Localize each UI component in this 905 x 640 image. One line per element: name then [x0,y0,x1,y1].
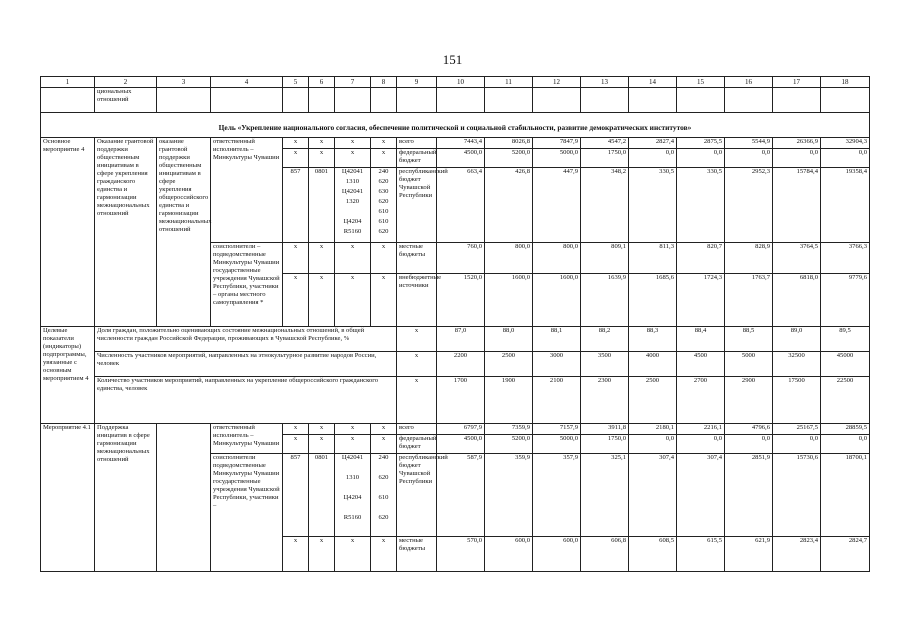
amount-value: 0,0 [677,149,725,168]
indicator-value: 17500 [773,377,821,424]
indicator-value: 4000 [629,352,677,377]
section-code: 0801 [309,454,335,537]
grbs-code: 857 [283,454,309,537]
amount-value: 2851,9 [725,454,773,537]
cell-line: 630 [378,188,389,195]
column-number: 4 [211,77,283,88]
indicators-title: Целевые показатели (индикаторы) подпрограммы, увязанные с основным мероприятием 4 [41,327,95,424]
cell-line: 620 [378,228,389,235]
column-number: 5 [283,77,309,88]
indicator-value: 3500 [581,352,629,377]
amount-value: 7847,9 [533,138,581,149]
amount-value: 0,0 [773,149,821,168]
amount-value: 3911,8 [581,424,629,435]
table-cell: циональных отношений [95,88,157,113]
table-cell [371,88,397,113]
amount-value: 426,8 [485,168,533,243]
grbs-code: x [283,149,309,168]
table-cell [677,88,725,113]
section-code: x [309,274,335,327]
funding-source: федеральный бюджет [397,149,437,168]
amount-value: 1600,0 [485,274,533,327]
table-cell [581,88,629,113]
amount-value: 4500,0 [437,435,485,454]
grbs-code: x [283,424,309,435]
amount-value: 600,0 [533,537,581,572]
cell-line [337,208,368,218]
cell-line: 610 [378,218,389,225]
amount-value: 2216,1 [677,424,725,435]
amount-value: 587,9 [437,454,485,537]
expense-type-code: x [371,435,397,454]
expense-type-code: x [371,274,397,327]
section-code: x [309,138,335,149]
indicator-value: 5000 [725,352,773,377]
table-cell [437,88,485,113]
target-article-code [335,168,371,243]
cell-line: 240 [378,168,389,175]
table-cell [157,88,211,113]
column-number: 1 [41,77,95,88]
indicator-value: 89,5 [821,327,870,352]
target-article-code: x [335,243,371,274]
amount-value: 307,4 [677,454,725,537]
amount-value: 25167,5 [773,424,821,435]
cell-line: 620 [378,474,389,481]
section-code: x [309,435,335,454]
indicator-value: 2500 [629,377,677,424]
indicator-value: 88,1 [533,327,581,352]
target-article-code: x [335,149,371,168]
cell-line: Ц42041 [341,454,364,461]
indicator-value: 32500 [773,352,821,377]
table-cell [397,88,437,113]
indicator-value: 88,3 [629,327,677,352]
column-number: 6 [309,77,335,88]
cell-line: 610 [378,494,389,501]
indicator-text: Численность участников мероприятий, направленных на этнокультурное развитие народов России, человек [95,352,397,377]
amount-value: 2823,4 [773,537,821,572]
amount-value: 5000,0 [533,435,581,454]
measure4-task: оказание грантовой поддержки общественным инициативам в сфере укрепления общероссийского единства и гармонизации межнациональных отношений [157,138,211,327]
measure4-executor: ответственный исполнитель – Минкультуры Чувашии [211,138,283,243]
cell-line: 620 [378,178,389,185]
amount-value: 800,0 [485,243,533,274]
grbs-code: x [283,138,309,149]
column-number: 17 [773,77,821,88]
amount-value: 828,9 [725,243,773,274]
indicator-value: 1900 [485,377,533,424]
funding-source: республиканский бюджет Чувашской Республики [397,454,437,537]
goal-row [41,113,870,138]
target-article-code: x [335,537,371,572]
measure41-title: Мероприятие 4.1 [41,424,95,572]
amount-value: 28859,5 [821,424,870,435]
amount-value: 0,0 [725,149,773,168]
cell-line: Ц42041 [341,168,364,175]
cell-line: 620 [378,198,389,205]
indicator-x: x [397,327,437,352]
table-cell [533,88,581,113]
amount-value: 348,2 [581,168,629,243]
amount-value: 3766,3 [821,243,870,274]
indicator-value: 88,4 [677,327,725,352]
funding-source: республиканский бюджет Чувашской Республики [397,168,437,243]
table-cell [309,88,335,113]
amount-value: 18700,1 [821,454,870,537]
table-cell [821,88,870,113]
amount-value: 1724,3 [677,274,725,327]
amount-value: 5544,9 [725,138,773,149]
amount-value: 330,5 [629,168,677,243]
indicator-value: 88,0 [485,327,533,352]
table-cell [335,88,371,113]
section-code: x [309,537,335,572]
amount-value: 4547,2 [581,138,629,149]
amount-value: 6797,9 [437,424,485,435]
amount-value: 359,9 [485,454,533,537]
cell-line: 610 [378,208,389,215]
cell-line: Ц4204 [343,494,362,501]
grbs-code: x [283,435,309,454]
measure4-description: Оказание грантовой поддержки общественным инициативам в сфере укрепления гражданского единства и гармонизации межнациональных отношений [95,138,157,327]
funding-source: всего [397,424,437,435]
expense-type-code: x [371,138,397,149]
amount-value: 307,4 [629,454,677,537]
column-number: 7 [335,77,371,88]
page-number: 151 [442,52,463,67]
measure41-description: Поддержка инициатив в сфере гармонизации межнациональных отношений [95,424,157,572]
amount-value: 0,0 [821,435,870,454]
table-cell [41,88,95,113]
column-number: 3 [157,77,211,88]
measure41-co-executors: соисполнители подведомственные Минкультуры Чувашии государственные учреждения Чувашской Республики, участники – [211,454,283,572]
measure41-row [41,424,870,435]
target-article-code [335,454,371,537]
amount-value: 357,9 [533,454,581,537]
amount-value: 447,9 [533,168,581,243]
target-article-code: x [335,435,371,454]
expense-type-code [371,454,397,537]
amount-value: 4796,6 [725,424,773,435]
amount-value: 2875,5 [677,138,725,149]
indicator-value: 3000 [533,352,581,377]
indicator-value: 4500 [677,352,725,377]
amount-value: 1600,0 [533,274,581,327]
funding-source: местные бюджеты [397,243,437,274]
cell-line: 1310 [345,178,360,185]
amount-value: 15784,4 [773,168,821,243]
funding-source: местные бюджеты [397,537,437,572]
amount-value: 606,8 [581,537,629,572]
measure4-title: Основное мероприятие 4 [41,138,95,327]
amount-value: 0,0 [629,435,677,454]
budget-table [40,76,870,572]
column-number: 14 [629,77,677,88]
amount-value: 325,1 [581,454,629,537]
goal-heading: Цель «Укрепление национального согласия, обеспечение политической и социальной стабильности, развитие демократических институтов» [41,113,870,138]
indicator-x: x [397,377,437,424]
indicator-value: 89,0 [773,327,821,352]
column-number: 18 [821,77,870,88]
amount-value: 1763,7 [725,274,773,327]
indicator-value: 2500 [485,352,533,377]
column-number: 16 [725,77,773,88]
cell-line: 1310 [345,474,360,481]
indicator-value: 2200 [437,352,485,377]
column-number: 10 [437,77,485,88]
indicator-value: 2100 [533,377,581,424]
indicator-x: x [397,352,437,377]
grbs-code: x [283,537,309,572]
section-code: x [309,243,335,274]
indicator-row [41,327,870,352]
expense-type-code: x [371,537,397,572]
table-cell [725,88,773,113]
indicator-text: Количество участников мероприятий, направленных на укрепление общероссийского гражданского единства, человек [95,377,397,424]
amount-value: 809,1 [581,243,629,274]
amount-value: 621,9 [725,537,773,572]
amount-value: 7443,4 [437,138,485,149]
measure4-row [41,138,870,149]
amount-value: 600,0 [485,537,533,572]
amount-value: 0,0 [773,435,821,454]
indicator-value: 88,5 [725,327,773,352]
amount-value: 811,3 [629,243,677,274]
amount-value: 4500,0 [437,149,485,168]
section-code: x [309,149,335,168]
table-cell [629,88,677,113]
table-cell [211,88,283,113]
amount-value: 800,0 [533,243,581,274]
amount-value: 1639,9 [581,274,629,327]
indicator-value: 2900 [725,377,773,424]
budget-table-container [40,76,867,572]
funding-source: внебюджетные источники [397,274,437,327]
amount-value: 2180,1 [629,424,677,435]
amount-value: 5200,0 [485,435,533,454]
amount-value: 9779,6 [821,274,870,327]
expense-type-code: x [371,149,397,168]
target-article-code: x [335,274,371,327]
table-cell [773,88,821,113]
amount-value: 7157,9 [533,424,581,435]
column-number: 9 [397,77,437,88]
indicator-row [41,352,870,377]
amount-value: 5000,0 [533,149,581,168]
column-number: 15 [677,77,725,88]
amount-value: 15730,6 [773,454,821,537]
grbs-code: 857 [283,168,309,243]
cell-line: Ц4204 [343,218,362,225]
amount-value: 5200,0 [485,149,533,168]
amount-value: 1520,0 [437,274,485,327]
column-number: 2 [95,77,157,88]
table-cell [283,88,309,113]
continuation-row [41,88,870,113]
indicator-row [41,377,870,424]
amount-value: 0,0 [629,149,677,168]
indicator-text: Доля граждан, положительно оценивающих состояние межнациональных отношений, в общей численности граждан Российской Федерации, проживающих в Чувашской Республике, % [95,327,397,352]
amount-value: 0,0 [677,435,725,454]
column-number: 8 [371,77,397,88]
amount-value: 6818,0 [773,274,821,327]
indicator-value: 22500 [821,377,870,424]
amount-value: 1750,0 [581,435,629,454]
expense-type-code [371,168,397,243]
grbs-code: x [283,243,309,274]
table-cell [485,88,533,113]
expense-type-code: x [371,243,397,274]
column-number: 11 [485,77,533,88]
funding-source: федеральный бюджет [397,435,437,454]
column-number: 12 [533,77,581,88]
amount-value: 7359,9 [485,424,533,435]
measure41-task [157,424,211,572]
cell-line: 620 [378,514,389,521]
indicator-value: 2300 [581,377,629,424]
indicator-value: 88,2 [581,327,629,352]
target-article-code: x [335,424,371,435]
indicator-value: 2700 [677,377,725,424]
indicator-value: 45000 [821,352,870,377]
amount-value: 3764,5 [773,243,821,274]
amount-value: 570,0 [437,537,485,572]
amount-value: 26366,9 [773,138,821,149]
cell-line: Ц42041 [341,188,364,195]
amount-value: 615,5 [677,537,725,572]
cell-line: 240 [378,454,389,461]
cell-line: R5160 [343,514,362,521]
cell-line: R5160 [343,228,362,235]
amount-value: 2952,3 [725,168,773,243]
amount-value: 0,0 [821,149,870,168]
amount-value: 2824,7 [821,537,870,572]
amount-value: 0,0 [725,435,773,454]
expense-type-code: x [371,424,397,435]
column-number: 13 [581,77,629,88]
amount-value: 19358,4 [821,168,870,243]
cell-line: 1320 [345,198,360,205]
indicator-value: 87,0 [437,327,485,352]
amount-value: 1750,0 [581,149,629,168]
grbs-code: x [283,274,309,327]
target-article-code: x [335,138,371,149]
header-row [41,77,870,88]
amount-value: 760,0 [437,243,485,274]
amount-value: 2827,4 [629,138,677,149]
amount-value: 8026,8 [485,138,533,149]
amount-value: 32904,3 [821,138,870,149]
measure41-executor: ответственный исполнитель – Минкультуры Чувашии [211,424,283,454]
amount-value: 1685,6 [629,274,677,327]
amount-value: 330,5 [677,168,725,243]
amount-value: 820,7 [677,243,725,274]
section-code: x [309,424,335,435]
funding-source: всего [397,138,437,149]
amount-value: 663,4 [437,168,485,243]
amount-value: 608,5 [629,537,677,572]
indicator-value: 1700 [437,377,485,424]
measure4-co-executors: соисполнители – подведомственные Минкультуры Чувашии государственные учреждения Чувашской Республики, участники – органы местного самоуправления * [211,243,283,327]
section-code: 0801 [309,168,335,243]
